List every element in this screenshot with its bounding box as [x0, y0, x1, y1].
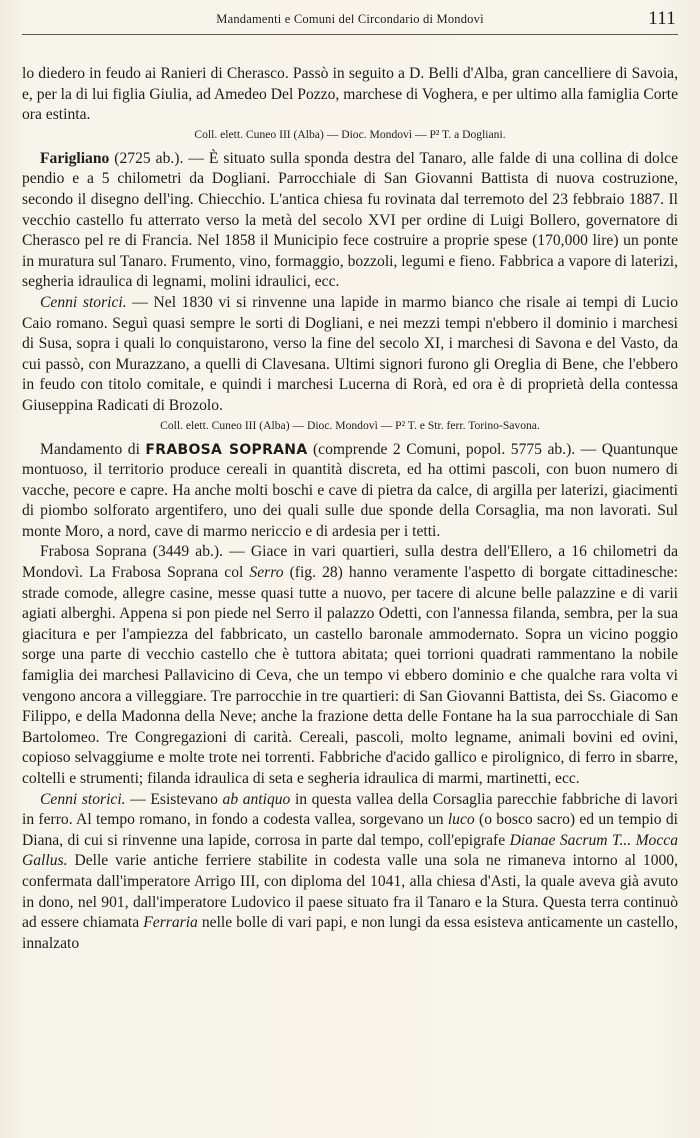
paragraph-text: in questa vallea della Corsaglia parecchie fabbriche di lavori in ferro. Al tempo romano, in fondo a codesta vallea, sorgevano un: [22, 790, 678, 829]
paragraph-mandamento: [22, 440, 678, 543]
italic-term: luco: [447, 811, 475, 829]
page-body: [22, 64, 678, 954]
entry-name: Frabosa Soprana: [40, 543, 147, 561]
source-note: Coll. elett. Cuneo III (Alba) — Dioc. Mondovì — P² T. a Dogliani.: [194, 127, 506, 141]
paragraph-farigliano: [22, 149, 678, 293]
paragraph-text: — Nel 1830 vi si rinvenne una lapide in marmo bianco che risale ai tempi di Lucio Caio romano. Seguì quasi sempre le sorti di Dogliani, e nei mezzi tempi n'ebbero il dominio i marchesi di Susa, sopra i quali lo conquistarono, verso la fine del secolo XI, i marchesi di Savona e del Vasto, da cui passò, con Murazzano, a quelli di Clavesana. Ultimi signori furono gli Oreglia di Bene, che l'ebbero in feudo con titolo comitale, e quindi i marchesi Lucerna di Rorà, ed ora è di proprietà della contessa Giuseppina Radicati di Brozolo.: [22, 293, 678, 414]
page-number: 111: [648, 8, 676, 29]
italic-term: Serro: [249, 564, 284, 582]
paragraph-text: Delle varie antiche ferriere stabilite in codesta valle una sola ne rimaneva intorno al 1000, confermata dall'imperatore Arrigo III, con diploma del 1041, alla chiesa d'Asti, la quale aveva già avuto in dono, nel 901, dall'imperatore Ludovico il paese situato fra il Tanaro e la Stura. Questa terra continuò ad essere chiamata: [22, 852, 678, 932]
running-title: Mandamenti e Comuni del Circondario di Mondovì: [216, 12, 484, 26]
paragraph-text: lo diedero in feudo ai Ranieri di Cherasco. Passò in seguito a D. Belli d'Alba, gran cancelliere di Savoia, e, per la di lui figlia Giulia, ad Amedeo Del Pozzo, marchese di Voghera, e per ultimo alla famiglia Corte ora estinta.: [22, 65, 678, 124]
source-note: Coll. elett. Cuneo III (Alba) — Dioc. Mondovì — P² T. e Str. ferr. Torino-Savona.: [160, 418, 540, 432]
paragraph-text: (3449 ab.). — Giace in vari quartieri, sulla destra dell'Ellero, a 16 chilometri da Mondovì. La Frabosa Soprana col: [22, 543, 679, 582]
section-label: Cenni storici.: [40, 790, 126, 808]
entry-name: Farigliano: [40, 149, 110, 167]
epigraph: Dianae Sacrum T... Mocca Gallus.: [22, 831, 678, 870]
paragraph-text: — Esistevano: [125, 790, 223, 808]
italic-term: ab antiquo: [222, 790, 291, 808]
mandamento-prefix: Mandamento di: [40, 440, 146, 458]
italic-term: Ferraria: [143, 914, 198, 932]
paragraph-text: (o bosco sacro) ed un tempio di Diana, di cui si rinvenne una lapide, corrosa in parte dal tempo, coll'epigrafe: [22, 811, 678, 849]
running-header: [22, 8, 678, 35]
paragraph-text: (comprende 2 Comuni, popol. 5775 ab.). — Quantunque montuoso, il territorio produce cereali in quantità discreta, ed ha ottimi pascoli, con buon numero di vacche, pecore e capre. Ha anche molti boschi e cave di pietra da calce, di argilla per laterizi, giacimenti di piombo solforato argentifero, uno dei quali sulle due sponde della Corsaglia, ma non lavorati. Sul monte Moro, a nord, cave di marmo nericcio e di ardesia per i tetti.: [22, 440, 678, 540]
paragraph-text: (fig. 28) hanno veramente l'aspetto di borgate cittadinesche: strade comode, allegre casine, messe quasi tutte a nuovo, per tacere di alcune belle palazzine e di varii agiati alberghi. Appena si pon piede nel Serro il palazzo Odetti, con l'annessa filanda, sembra, per la sua giacitura e per l'ampiezza del fabbricato, un castello baronale ammodernato. Sopra un vicino poggio sorge una parte di vecchio castello che è tuttora abitata; quei torrioni quadrati rammentano la nobile famiglia dei marchesi Pallavicino di Ceva, che un tempo vi ebbero dominio e che qualche rara volta vi vengono ancora a villeggiare. Tre parrocchie in tre quartieri: di San Giovanni Battista, dei Ss. Giacomo e Filippo, e della Madonna della Neve; anche la frazione detta delle Fontane ha la sua parrocchiale di San Bartolomeo. Tre Congregazioni di carità. Cereali, pascoli, molto legname, animali bovini ed ovini, copioso selvaggiume e molte trote nei torrenti. Fabbriche d'acido gallico e pirolignico, di ferro in sbarre, coltelli e strumenti; filanda idraulica di seta e segheria idraulica di marmi, martinetti, ecc.: [22, 564, 678, 787]
entry-name: FRABOSA SOPRANA: [145, 441, 308, 458]
paragraph-frabosa: [22, 542, 678, 789]
paragraph-farigliano-history: [22, 293, 678, 417]
section-label: Cenni storici.: [40, 293, 127, 311]
paragraph-frabosa-history: [22, 790, 678, 955]
paragraph-continuation: [22, 64, 678, 126]
paragraph-text: nelle bolle di vari papi, e non lungi da essa esisteva anticamente un castello, innalzato: [22, 914, 678, 952]
paragraph-text: (2725 ab.). — È situato sulla sponda destra del Tanaro, alle falde di una collina di dolce pendio e a 5 chilometri da Dogliani. Parrocchiale di San Giovanni Battista di nuova costruzione, secondo il disegno dell'ing. Chiecchio. L'antica chiesa fu rovinata dal terremoto del 23 febbraio 1887. Il vecchio castello fu atterrato verso la metà del secolo XVI per ordine di Luigi Bollero, governatore di Cherasco pel re di Francia. Nel 1858 il Municipio fece costruire a proprie spese (170,000 lire) un ponte in muratura sul Tanaro. Frumento, vino, formaggio, bozzoli, legumi e fieno. Fabbrica a vapore di laterizi, segheria idraulica di legnami, molini idraulici, ecc.: [22, 149, 678, 291]
